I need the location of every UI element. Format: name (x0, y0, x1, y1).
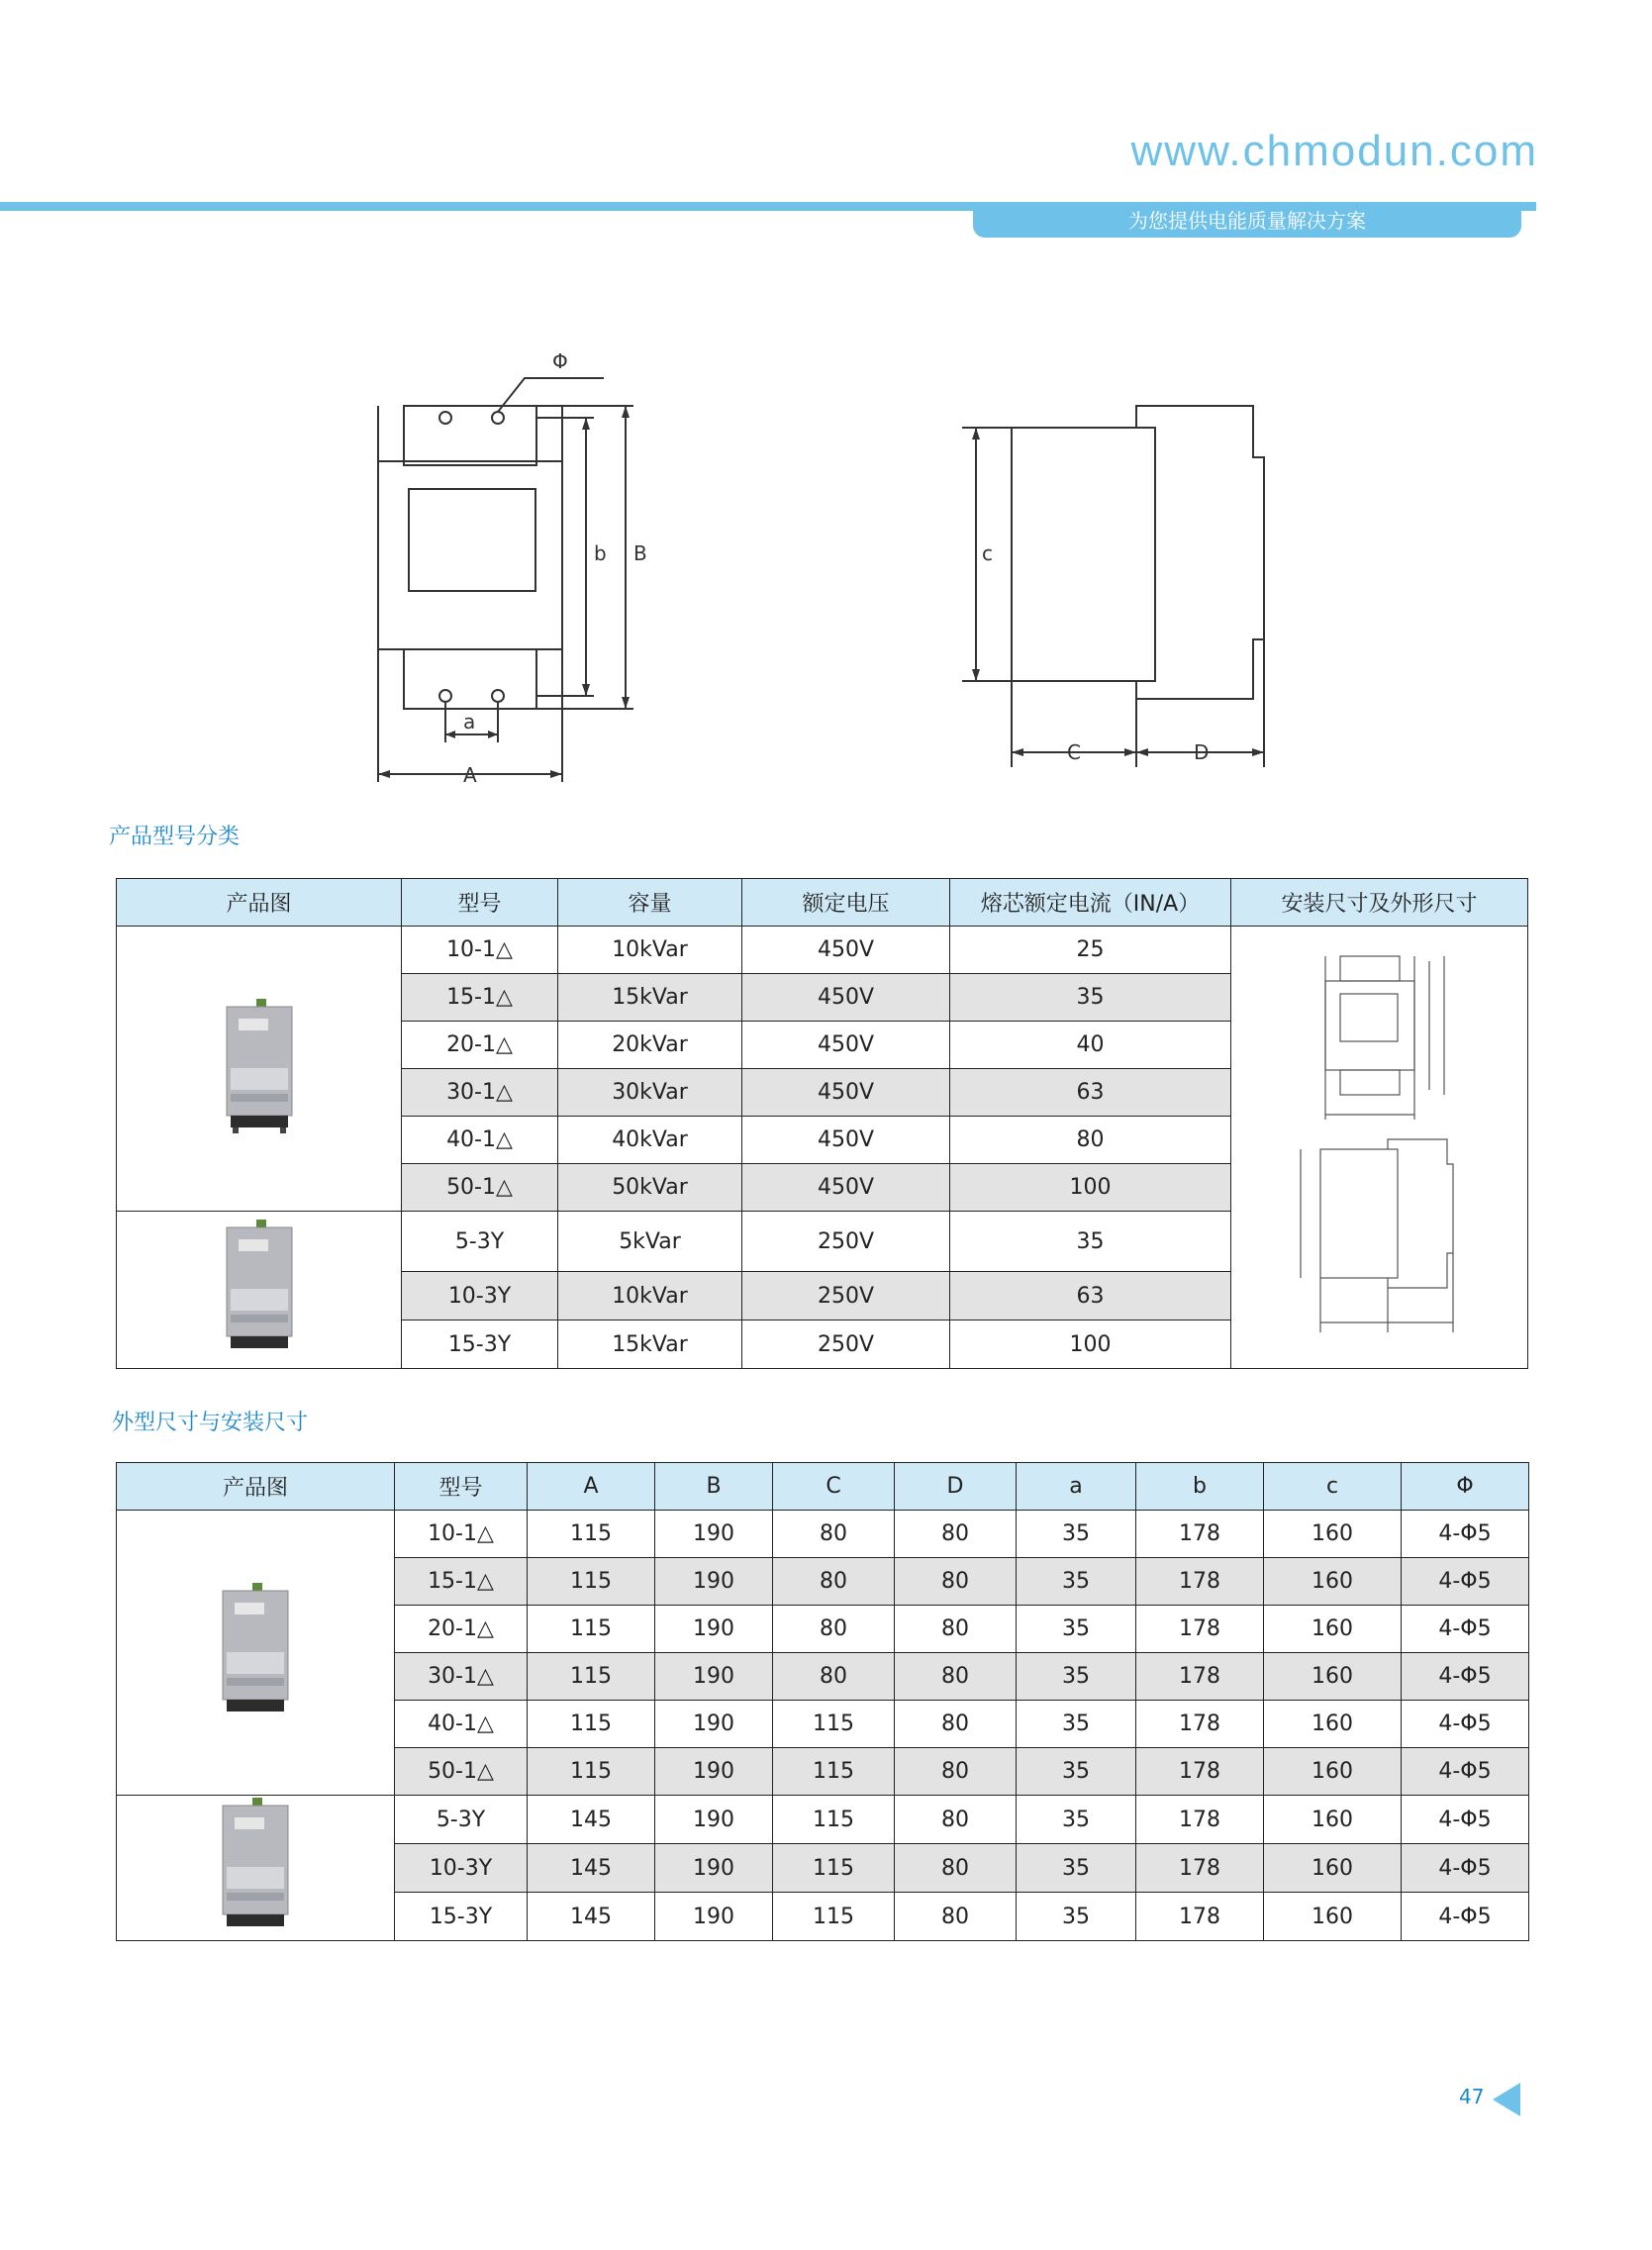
section1-title: 产品型号分类 (109, 825, 241, 849)
dimension-cell: 4-Φ5 (1402, 1511, 1529, 1558)
col-A: A (528, 1463, 655, 1511)
capacity-cell: 10kVar (558, 1272, 742, 1321)
dimension-cell: 190 (655, 1511, 773, 1558)
table-row (117, 927, 1528, 974)
mount-hole (492, 412, 504, 424)
dimension-cell: 178 (1136, 1893, 1264, 1941)
col-capacity: 容量 (558, 879, 742, 927)
dimension-cell: 160 (1264, 1701, 1402, 1748)
site-url: www.chmodun.com (1130, 127, 1538, 175)
fuse-current-cell: 63 (950, 1069, 1231, 1117)
dimension-cell: 115 (528, 1511, 655, 1558)
label-d-big: D (1194, 740, 1210, 764)
dimension-cell: 115 (528, 1701, 655, 1748)
dimension-cell: 80 (773, 1606, 895, 1653)
dimension-cell: 115 (528, 1653, 655, 1701)
dimension-cell: 115 (528, 1558, 655, 1606)
fuse-current-cell: 80 (950, 1117, 1231, 1164)
dimension-cell: 115 (773, 1701, 895, 1748)
dimension-cell: 35 (1017, 1796, 1136, 1844)
dimension-drawing (356, 346, 1287, 802)
dimension-cell: 190 (655, 1893, 773, 1941)
dimension-cell: 178 (1136, 1796, 1264, 1844)
col-phi: Φ (1402, 1463, 1529, 1511)
model-cell: 15-1△ (395, 1558, 528, 1606)
dimension-cell: 190 (655, 1796, 773, 1844)
col-product-image: 产品图 (117, 879, 402, 927)
dimension-cell: 178 (1136, 1748, 1264, 1796)
page-arrow-icon (1493, 2083, 1520, 2116)
dimension-thumbnail (1281, 927, 1479, 1362)
fuse-current-cell: 63 (950, 1272, 1231, 1321)
voltage-cell: 250V (742, 1212, 950, 1272)
col-dimensions: 安装尺寸及外形尺寸 (1231, 879, 1528, 927)
dimension-cell: 160 (1264, 1653, 1402, 1701)
model-cell: 20-1△ (395, 1606, 528, 1653)
dimension-cell: 145 (528, 1844, 655, 1893)
dimension-cell: 35 (1017, 1511, 1136, 1558)
dimension-cell: 4-Φ5 (1402, 1796, 1529, 1844)
voltage-cell: 250V (742, 1321, 950, 1369)
col-B: B (655, 1463, 773, 1511)
col-fuse-current: 熔芯额定电流（IN/A） (950, 879, 1231, 927)
product-image-cell (117, 1212, 402, 1369)
label-a-big: A (463, 763, 477, 787)
product-photo (217, 1796, 294, 1934)
dimensions-table (116, 1462, 1529, 1941)
table-header-row (117, 1463, 1529, 1511)
fuse-current-cell: 100 (950, 1164, 1231, 1212)
dimension-cell: 115 (773, 1796, 895, 1844)
dimension-cell: 178 (1136, 1511, 1264, 1558)
dimension-cell: 160 (1264, 1748, 1402, 1796)
dimension-cell: 4-Φ5 (1402, 1844, 1529, 1893)
col-rated-voltage: 额定电压 (742, 879, 950, 927)
voltage-cell: 450V (742, 1164, 950, 1212)
model-cell: 15-3Y (395, 1893, 528, 1941)
capacity-cell: 5kVar (558, 1212, 742, 1272)
dimension-cell: 35 (1017, 1653, 1136, 1701)
table-row (117, 1796, 1529, 1844)
product-photo (221, 997, 298, 1135)
dimension-cell: 80 (773, 1558, 895, 1606)
voltage-cell: 450V (742, 1117, 950, 1164)
dimension-cell: 80 (895, 1511, 1017, 1558)
dimension-thumbnail-cell (1231, 927, 1528, 1369)
capacity-cell: 15kVar (558, 1321, 742, 1369)
capacity-cell: 10kVar (558, 927, 742, 974)
dimension-cell: 190 (655, 1748, 773, 1796)
dimension-cell: 145 (528, 1796, 655, 1844)
voltage-cell: 450V (742, 1069, 950, 1117)
label-phi: Φ (552, 349, 568, 373)
dimension-cell: 80 (895, 1558, 1017, 1606)
mount-hole (439, 412, 451, 424)
product-photo (217, 1581, 294, 1719)
model-cell: 10-1△ (395, 1511, 528, 1558)
label-c-small: c (982, 541, 993, 565)
dimension-cell: 115 (528, 1748, 655, 1796)
table-header-row (117, 879, 1528, 927)
voltage-cell: 450V (742, 927, 950, 974)
fuse-current-cell: 35 (950, 974, 1231, 1022)
dimension-cell: 35 (1017, 1701, 1136, 1748)
model-cell: 50-1△ (402, 1164, 558, 1212)
dimension-cell: 178 (1136, 1606, 1264, 1653)
dimension-cell: 115 (528, 1606, 655, 1653)
dimension-cell: 160 (1264, 1796, 1402, 1844)
dimension-cell: 190 (655, 1701, 773, 1748)
capacity-cell: 20kVar (558, 1022, 742, 1069)
model-cell: 15-1△ (402, 974, 558, 1022)
col-C: C (773, 1463, 895, 1511)
dimension-cell: 115 (773, 1893, 895, 1941)
dimension-cell: 115 (773, 1748, 895, 1796)
label-a-small: a (463, 710, 476, 734)
dimension-cell: 4-Φ5 (1402, 1748, 1529, 1796)
section2-title: 外型尺寸与安装尺寸 (112, 1411, 309, 1435)
voltage-cell: 250V (742, 1272, 950, 1321)
col-model: 型号 (395, 1463, 528, 1511)
dimension-cell: 160 (1264, 1558, 1402, 1606)
dimension-cell: 35 (1017, 1748, 1136, 1796)
front-bottom-flange (404, 649, 536, 709)
dimension-cell: 160 (1264, 1606, 1402, 1653)
dimension-cell: 80 (895, 1893, 1017, 1941)
dimension-cell: 145 (528, 1893, 655, 1941)
label-c-big: C (1067, 740, 1081, 764)
capacity-cell: 30kVar (558, 1069, 742, 1117)
dimension-cell: 4-Φ5 (1402, 1653, 1529, 1701)
fuse-current-cell: 100 (950, 1321, 1231, 1369)
dimension-cell: 80 (895, 1796, 1017, 1844)
col-a: a (1017, 1463, 1136, 1511)
voltage-cell: 450V (742, 974, 950, 1022)
dimension-cell: 190 (655, 1844, 773, 1893)
dimension-cell: 4-Φ5 (1402, 1701, 1529, 1748)
capacity-cell: 50kVar (558, 1164, 742, 1212)
dimension-cell: 178 (1136, 1653, 1264, 1701)
dimension-cell: 115 (773, 1844, 895, 1893)
dimension-cell: 190 (655, 1653, 773, 1701)
dimension-cell: 160 (1264, 1893, 1402, 1941)
dimension-cell: 35 (1017, 1606, 1136, 1653)
mount-hole (492, 690, 504, 702)
product-image-cell (117, 1511, 395, 1796)
col-c: c (1264, 1463, 1402, 1511)
dimension-cell: 190 (655, 1606, 773, 1653)
col-model: 型号 (402, 879, 558, 927)
dimension-cell: 80 (895, 1748, 1017, 1796)
side-body (1012, 428, 1155, 681)
product-image-cell (117, 1796, 395, 1941)
model-cell: 50-1△ (395, 1748, 528, 1796)
model-cell: 40-1△ (402, 1117, 558, 1164)
dimension-cell: 80 (773, 1511, 895, 1558)
model-cell: 10-3Y (402, 1272, 558, 1321)
mount-hole (439, 690, 451, 702)
fuse-current-cell: 25 (950, 927, 1231, 974)
col-product-image: 产品图 (117, 1463, 395, 1511)
model-cell: 10-1△ (402, 927, 558, 974)
model-cell: 30-1△ (395, 1653, 528, 1701)
model-classification-table (116, 878, 1528, 1369)
dimension-cell: 80 (895, 1701, 1017, 1748)
model-cell: 40-1△ (395, 1701, 528, 1748)
dimension-cell: 4-Φ5 (1402, 1558, 1529, 1606)
dimension-cell: 4-Φ5 (1402, 1893, 1529, 1941)
col-b: b (1136, 1463, 1264, 1511)
dimension-cell: 80 (895, 1653, 1017, 1701)
fuse-current-cell: 40 (950, 1022, 1231, 1069)
fuse-current-cell: 35 (950, 1212, 1231, 1272)
page-number: 47 (1459, 2085, 1485, 2108)
front-top-flange (404, 406, 536, 465)
model-cell: 20-1△ (402, 1022, 558, 1069)
dimension-cell: 80 (773, 1653, 895, 1701)
dimension-cell: 4-Φ5 (1402, 1606, 1529, 1653)
product-photo (221, 1218, 298, 1356)
dimension-cell: 35 (1017, 1558, 1136, 1606)
dimension-cell: 178 (1136, 1844, 1264, 1893)
dimension-cell: 160 (1264, 1511, 1402, 1558)
header-slogan: 为您提供电能质量解决方案 (973, 204, 1521, 238)
model-cell: 30-1△ (402, 1069, 558, 1117)
col-D: D (895, 1463, 1017, 1511)
dimension-cell: 178 (1136, 1701, 1264, 1748)
dimension-cell: 160 (1264, 1844, 1402, 1893)
model-cell: 5-3Y (395, 1796, 528, 1844)
capacity-cell: 40kVar (558, 1117, 742, 1164)
dimension-cell: 190 (655, 1558, 773, 1606)
capacity-cell: 15kVar (558, 974, 742, 1022)
voltage-cell: 450V (742, 1022, 950, 1069)
label-b-big: B (633, 541, 647, 565)
dimension-cell: 178 (1136, 1558, 1264, 1606)
model-cell: 15-3Y (402, 1321, 558, 1369)
dimension-cell: 35 (1017, 1893, 1136, 1941)
dimension-cell: 80 (895, 1606, 1017, 1653)
table-row (117, 1511, 1529, 1558)
model-cell: 10-3Y (395, 1844, 528, 1893)
dimension-cell: 35 (1017, 1844, 1136, 1893)
product-image-cell (117, 927, 402, 1212)
dimension-cell: 80 (895, 1844, 1017, 1893)
dimensions-body (117, 1511, 1529, 1941)
label-b-small: b (594, 541, 607, 565)
model-cell: 5-3Y (402, 1212, 558, 1272)
front-window (409, 489, 535, 591)
